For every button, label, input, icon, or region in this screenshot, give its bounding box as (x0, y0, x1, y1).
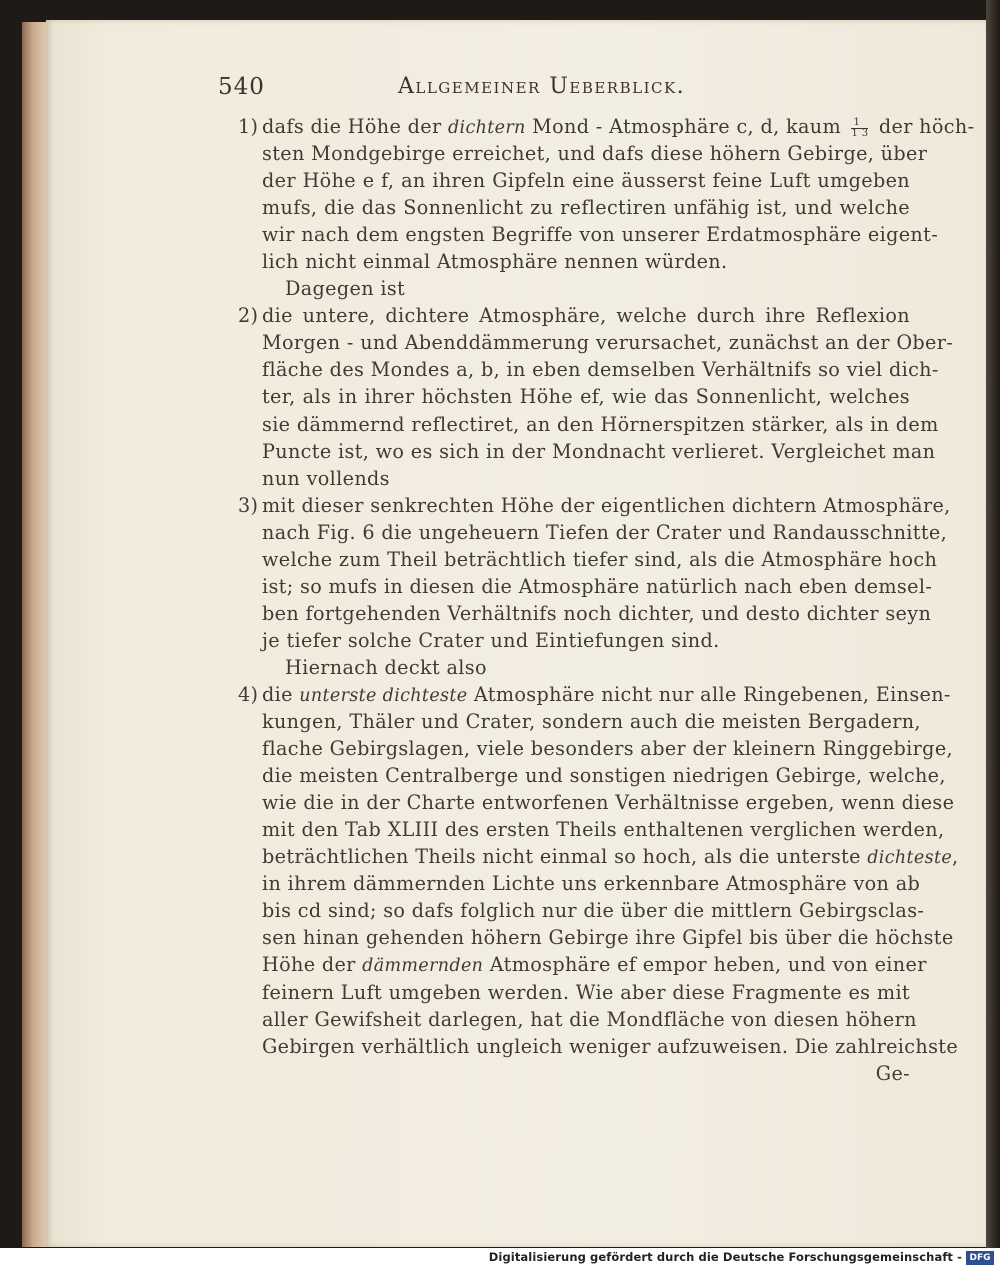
list-item-4-line-13: aller Gewifsheit darlegen, hat die Mondfläche von diesen höhern (262, 1007, 917, 1031)
list-item-2-line-7: nun vollends (262, 466, 390, 490)
text-span: beträchtlichen Theils nicht einmal so hoch, als die unterste (262, 845, 868, 869)
list-item-3-line-5: ben fortgehenden Verhältnifs noch dichter, und desto dichter seyn (262, 601, 932, 625)
dfg-logo: DFG (966, 1251, 994, 1265)
item-marker: 1) (238, 115, 259, 138)
text-span: Atmosphäre nicht nur alle Ringebenen, Einsen- (467, 682, 951, 706)
list-item-4-line-7 (238, 843, 959, 870)
list-item-4-line-8: in ihrem dämmernden Lichte uns erkennbare Atmosphäre von ab (262, 872, 921, 896)
list-item-4-line-9: bis cd sind; so dafs folglich nur die über die mittlern Gebirgsclas- (262, 899, 925, 923)
item-marker: 4) (238, 682, 259, 706)
page-number: 540 (218, 74, 265, 100)
body-text (238, 113, 975, 1087)
italic-span: dichteste (867, 848, 953, 869)
paragraph-hiernach: Hiernach deckt also (285, 655, 487, 679)
list-item-1-line-4: mufs, die das Sonnenlicht zu reflectiren unfähig ist, und welche (262, 196, 910, 220)
scanner-strip (986, 0, 1000, 1248)
list-item-2-line-2: Morgen - und Abenddämmerung verursachet, zunächst an der Ober- (262, 331, 954, 355)
list-item-4-line-12: feinern Luft umgeben werden. Wie aber diese Fragmente es mit (262, 980, 910, 1004)
list-item-2-line-6: Puncte ist, wo es sich in der Mondnacht verlieret. Vergleichet man (262, 439, 936, 463)
list-item-2-line-1 (238, 302, 910, 329)
list-item-3-line-6: je tiefer solche Crater und Eintiefungen sind. (262, 628, 720, 652)
list-item-4-line-6: mit den Tab XLIII des ersten Theils enthaltenen verglichen werden, (262, 818, 945, 842)
list-item-1-line-3: der Höhe e f, an ihren Gipfeln eine äusserst feine Luft umgeben (262, 169, 910, 193)
catchword: Ge- (875, 1061, 910, 1085)
italic-span: unterste dichteste (299, 685, 468, 706)
footer-bar (0, 1248, 1000, 1268)
list-item-1-line-5: wir nach dem engsten Begriffe von unserer Erdatmosphäre eigent- (262, 223, 939, 247)
fraction-denominator: 1 3 (851, 127, 869, 139)
list-item-3-line-2: nach Fig. 6 die ungeheuern Tiefen der Crater und Randausschnitte, (262, 520, 948, 544)
funding-credit: Digitalisierung gefördert durch die Deutsche Forschungsgemeinschaft - (488, 1250, 962, 1264)
item-marker: 3) (238, 493, 259, 517)
list-item-1-line-2: sten Mondgebirge erreichet, und dafs diese höhern Gebirge, über (262, 142, 928, 166)
list-item-3-line-4: ist; so mufs in diesen die Atmosphäre natürlich nach eben demsel- (262, 574, 933, 598)
text-span: Atmosphäre ef empor heben, und von einer (483, 953, 927, 977)
item-marker: 2) (238, 304, 259, 328)
list-item-2-line-3: fläche des Mondes a, b, in eben demselben Verhältnifs so viel dich- (262, 358, 939, 382)
list-item-1-line-6: lich nicht einmal Atmosphäre nennen würden. (262, 250, 728, 274)
text-span: die untere, dichtere Atmosphäre, welche durch ihre Reflexion (262, 304, 910, 328)
page-header (218, 70, 908, 106)
list-item-4-line-3: flache Gebirgslagen, viele besonders aber der kleinern Ringgebirge, (262, 737, 953, 761)
list-item-4-line-11 (238, 951, 927, 978)
fraction-numerator: 1 (851, 118, 868, 129)
text-span: der höch- (872, 115, 975, 138)
list-item-4-line-1 (238, 681, 951, 708)
paragraph-dagegen: Dagegen ist (285, 277, 406, 301)
list-item-4-line-10: sen hinan gehenden höhern Gebirge ihre Gipfel bis über die höchste (262, 926, 954, 950)
text-span: mit dieser senkrechten Höhe der eigentlichen dichtern Atmosphäre, (262, 493, 951, 517)
list-item-4-line-4: die meisten Centralberge und sonstigen niedrigen Gebirge, welche, (262, 764, 946, 788)
list-item-3-line-3: welche zum Theil beträchtlich tiefer sind, als die Atmosphäre hoch (262, 547, 938, 571)
text-span: Höhe der (262, 953, 363, 977)
list-item-4-line-14: Gebirgen verhältlich ungleich weniger aufzuweisen. Die zahlreichste (262, 1034, 959, 1058)
list-item-2-line-4: ter, als in ihrer höchsten Höhe ef, wie das Sonnenlicht, welches (262, 385, 910, 409)
running-head: Allgemeiner Ueberblick. (398, 74, 686, 99)
list-item-4-line-5: wie die in der Charte entworfenen Verhältnisse ergeben, wenn diese (262, 791, 955, 815)
list-item-3-line-1 (238, 492, 951, 519)
text-span: Mond - Atmosphäre c, d, kaum (525, 115, 848, 138)
list-item-1-line-1 (238, 113, 975, 140)
text-span: , (952, 845, 959, 869)
text-span: dafs die Höhe der (262, 115, 448, 138)
list-item-4-line-2: kungen, Thäler und Crater, sondern auch die meisten Bergadern, (262, 710, 921, 734)
italic-span: dämmernden (362, 956, 484, 977)
list-item-2-line-5: sie dämmernd reflectiret, an den Hörnerspitzen stärker, als in dem (262, 412, 939, 436)
text-span: die (262, 682, 300, 706)
fraction (851, 118, 868, 139)
italic-span: dichtern (447, 118, 526, 138)
